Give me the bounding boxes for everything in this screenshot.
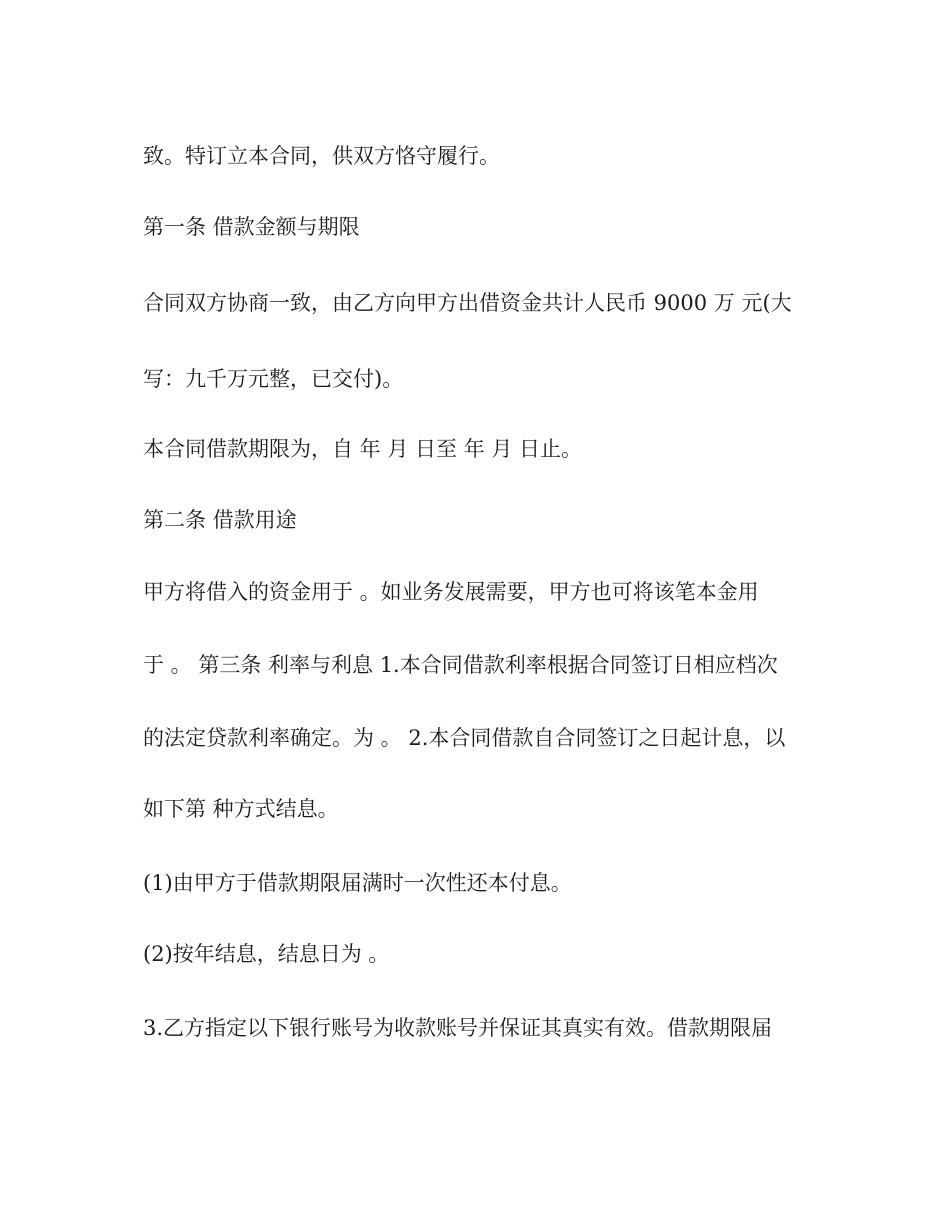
list-item: (1)由甲方于借款期限届满时一次性还本付息。	[143, 871, 572, 895]
text-line: 于 。 第三条 利率与利息 1.本合同借款利率根据合同签订日相应档次	[143, 653, 778, 677]
text-line: 甲方将借入的资金用于 。如业务发展需要，甲方也可将该笔本金用	[143, 580, 759, 604]
text-line: 致。特订立本合同，供双方恪守履行。	[143, 144, 500, 168]
text-line: 的法定贷款利率确定。为 。 2.本合同借款自合同签订之日起计息，以	[143, 726, 786, 750]
text-line: 写：九千万元整，已交付)。	[143, 367, 404, 391]
text-line: 3.乙方指定以下银行账号为收款账号并保证其真实有效。借款期限届	[143, 1016, 773, 1040]
list-item: (2)按年结息，结息日为 。	[143, 942, 390, 966]
text-line: 本合同借款期限为，自 年 月 日至 年 月 日止。	[143, 437, 583, 461]
article-heading: 第一条 借款金额与期限	[143, 215, 360, 239]
text-line: 如下第 种方式结息。	[143, 797, 339, 821]
text-line: 合同双方协商一致，由乙方向甲方出借资金共计人民币 9000 万 元(大	[143, 291, 792, 315]
article-heading: 第二条 借款用途	[143, 508, 297, 532]
